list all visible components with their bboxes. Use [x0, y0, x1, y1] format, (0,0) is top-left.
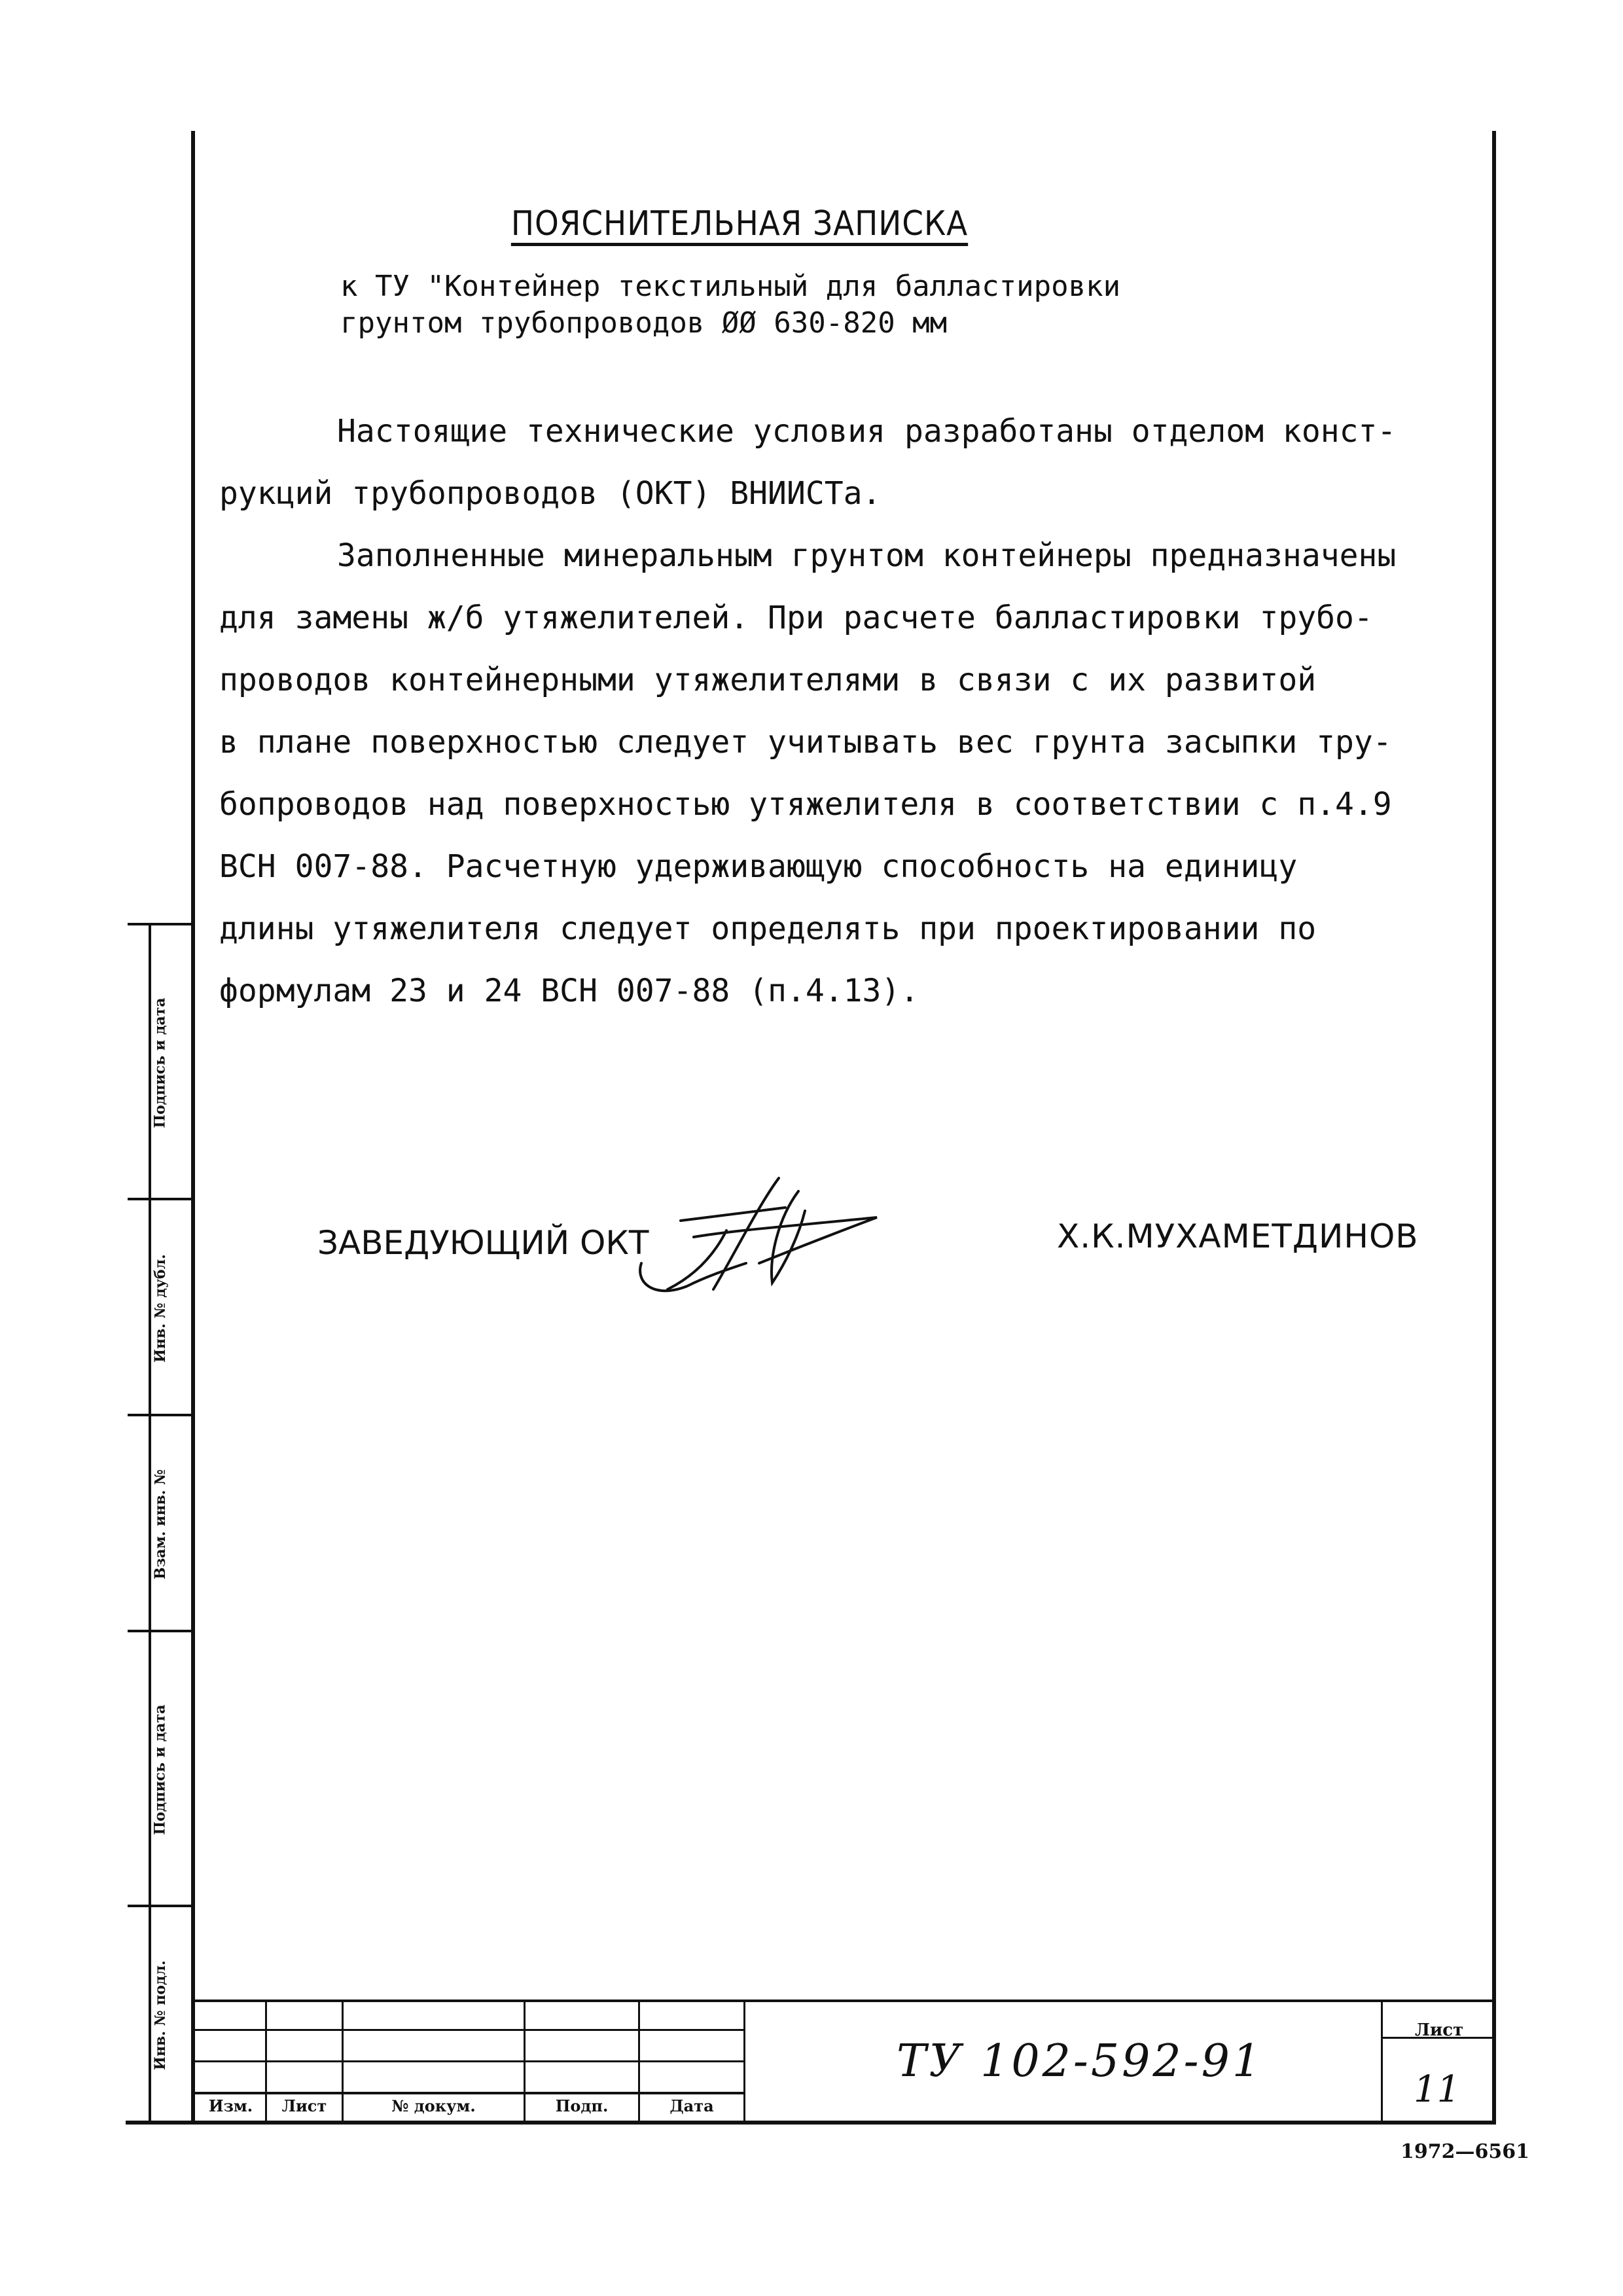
subtitle-line-2: грунтом трубопроводов ØØ 630-820 мм: [340, 306, 948, 340]
title-block-row-line-2: [195, 2060, 745, 2062]
handwritten-signature: [628, 1165, 903, 1309]
col-sheet: Лист: [281, 2096, 327, 2115]
col-change: Изм.: [208, 2096, 253, 2115]
title-block-col-line-6: [1381, 2000, 1383, 2121]
paragraph-2-line-7: длины утяжелителя следует определять при проектировании по: [219, 910, 1317, 947]
title-block-row-line-3: [195, 2092, 745, 2094]
stamp-cell-signature-date-1: Подпись и дата: [128, 923, 193, 1200]
sheet-number: 11: [1414, 2068, 1461, 2111]
stamp-cell-original-inv: Инв. № подл.: [128, 1905, 193, 2123]
paragraph-2-line-8: формулам 23 и 24 ВСН 007-88 (п.4.13).: [219, 973, 919, 1009]
document-code: ТУ 102-592-91: [897, 2036, 1264, 2087]
title-block-top-line: [195, 2000, 1494, 2002]
paragraph-1-line-2: рукций трубопроводов (ОКТ) ВНИИСТа.: [219, 475, 882, 512]
frame-bottom-border: [126, 2121, 1496, 2125]
col-signature: Подп.: [555, 2096, 609, 2115]
col-doc-number: № докум.: [391, 2096, 476, 2115]
paragraph-2-line-6: ВСН 007-88. Расчетную удерживающую способность на единицу: [219, 848, 1298, 885]
frame-right-border: [1492, 131, 1496, 2124]
paragraph-2-line-2: для замены ж/б утяжелителей. При расчете балластировки трубо-: [219, 600, 1373, 636]
paragraph-2-line-1: Заполненные минеральным грунтом контейнеры предназначены: [337, 537, 1397, 574]
margin-stamp: [128, 923, 193, 2121]
paragraph-1: [219, 401, 1456, 525]
stamp-cell-duplicate-inv: Инв. № дубл.: [128, 1198, 193, 1416]
print-code: 1972—6561: [1400, 2140, 1529, 2163]
sheet-label: Лист: [1415, 2020, 1464, 2040]
title-block-row-line-1: [195, 2029, 745, 2031]
title-block-col-line-5: [743, 2000, 745, 2121]
paragraph-2-line-5: бопроводов над поверхностью утяжелителя в соответствии с п.4.9: [219, 786, 1392, 823]
col-date: Дата: [669, 2096, 714, 2115]
paragraph-2-line-4: в плане поверхностью следует учитывать вес грунта засыпки тру-: [219, 724, 1392, 761]
paragraph-2: [219, 525, 1456, 1022]
head-position-label: ЗАВЕДУЮЩИЙ ОКТ: [317, 1224, 649, 1262]
paragraph-2-line-3: проводов контейнерными утяжелителями в связи с их развитой: [219, 662, 1317, 698]
document-title: ПОЯСНИТЕЛЬНАЯ ЗАПИСКА: [510, 204, 969, 243]
document-subtitle: [340, 268, 1120, 342]
subtitle-line-1: к ТУ "Контейнер текстильный для балластировки: [340, 270, 1121, 303]
paragraph-1-line-1: Настоящие технические условия разработаны отделом конст-: [337, 413, 1397, 450]
head-name: Х.К.МУХАМЕТДИНОВ: [1057, 1217, 1419, 1255]
stamp-cell-signature-date-2: Подпись и дата: [128, 1630, 193, 1907]
stamp-cell-replace-inv: Взам. инв. №: [128, 1414, 193, 1632]
